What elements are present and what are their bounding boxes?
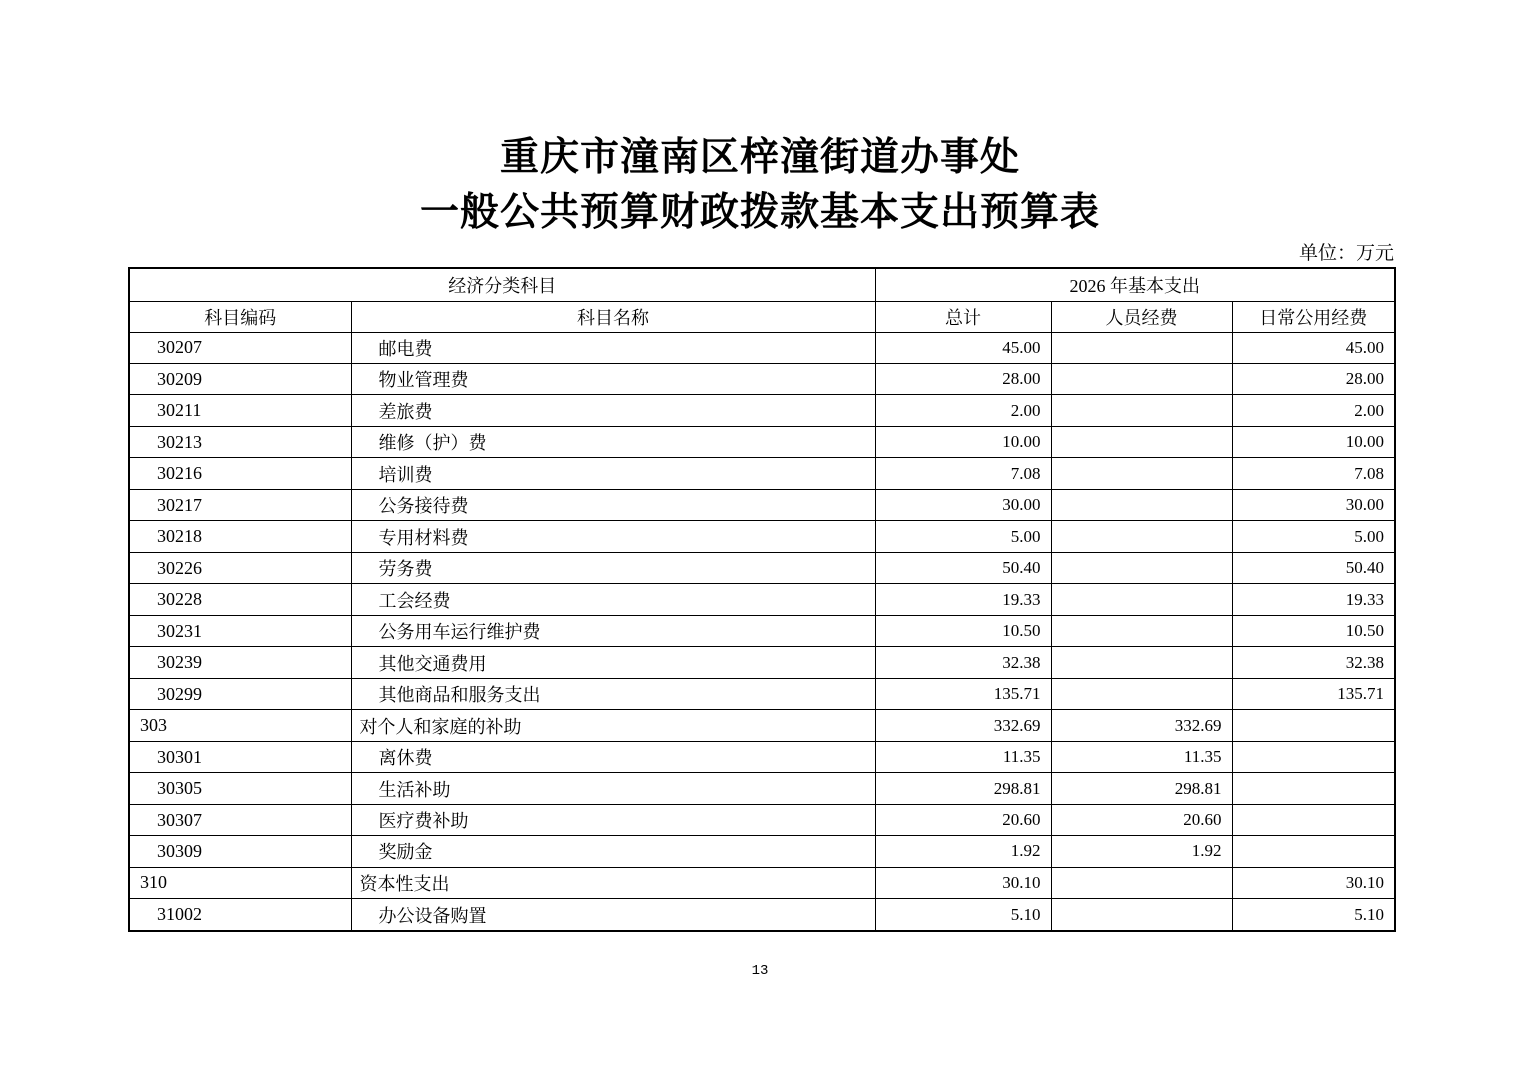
subject-code-cell: 30217 [129,489,351,520]
daily-cell: 32.38 [1232,647,1395,678]
column-header-personnel: 人员经费 [1051,301,1232,332]
column-header-total: 总计 [875,301,1051,332]
subject-code-cell: 30213 [129,426,351,457]
personnel-cell [1051,678,1232,709]
personnel-cell [1051,489,1232,520]
daily-cell [1232,741,1395,772]
subject-code-cell: 30301 [129,741,351,772]
subject-code-cell: 31002 [129,899,351,931]
table-row [129,521,1395,552]
total-cell: 298.81 [875,773,1051,804]
table-row [129,615,1395,646]
daily-cell: 28.00 [1232,363,1395,394]
subject-code-cell: 30226 [129,552,351,583]
subject-code-cell: 30309 [129,836,351,867]
subject-name-cell: 其他商品和服务支出 [351,678,875,709]
daily-cell: 5.10 [1232,899,1395,931]
personnel-cell [1051,647,1232,678]
total-cell: 30.00 [875,489,1051,520]
daily-cell: 30.00 [1232,489,1395,520]
total-cell: 7.08 [875,458,1051,489]
personnel-cell [1051,867,1232,898]
group-header-economic-classification: 经济分类科目 [129,268,875,301]
personnel-cell [1051,615,1232,646]
table-row [129,741,1395,772]
total-cell: 11.35 [875,741,1051,772]
table-body [129,332,1395,931]
table-row [129,363,1395,394]
table-header [129,268,1395,332]
table-row [129,773,1395,804]
title-line-1: 重庆市潼南区梓潼街道办事处 [499,136,1020,179]
total-cell: 1.92 [875,836,1051,867]
subject-name-cell: 对个人和家庭的补助 [351,710,875,741]
column-header-daily: 日常公用经费 [1232,301,1395,332]
personnel-cell [1051,332,1232,363]
daily-cell [1232,804,1395,835]
table-row [129,489,1395,520]
column-header-row [129,301,1395,332]
total-cell: 20.60 [875,804,1051,835]
personnel-cell [1051,395,1232,426]
daily-cell: 10.50 [1232,615,1395,646]
subject-name-cell: 离休费 [351,741,875,772]
total-cell: 5.10 [875,899,1051,931]
table-row [129,395,1395,426]
subject-name-cell: 维修（护）费 [351,426,875,457]
table-row [129,332,1395,363]
daily-cell: 19.33 [1232,584,1395,615]
subject-name-cell: 物业管理费 [351,363,875,394]
total-cell: 2.00 [875,395,1051,426]
personnel-cell: 332.69 [1051,710,1232,741]
table-row [129,647,1395,678]
total-cell: 5.00 [875,521,1051,552]
personnel-cell [1051,458,1232,489]
subject-name-cell: 公务用车运行维护费 [351,615,875,646]
subject-code-cell: 30228 [129,584,351,615]
column-header-subject-name: 科目名称 [351,301,875,332]
page-number: 13 [751,963,769,979]
subject-name-cell: 培训费 [351,458,875,489]
budget-table [128,267,1396,932]
subject-name-cell: 其他交通费用 [351,647,875,678]
total-cell: 10.50 [875,615,1051,646]
table-row [129,710,1395,741]
daily-cell: 45.00 [1232,332,1395,363]
subject-name-cell: 资本性支出 [351,867,875,898]
column-header-subject-code: 科目编码 [129,301,351,332]
total-cell: 32.38 [875,647,1051,678]
subject-code-cell: 310 [129,867,351,898]
table-row [129,584,1395,615]
table-row [129,867,1395,898]
subject-code-cell: 30305 [129,773,351,804]
total-cell: 19.33 [875,584,1051,615]
total-cell: 28.00 [875,363,1051,394]
total-cell: 50.40 [875,552,1051,583]
table-row [129,552,1395,583]
daily-cell: 10.00 [1232,426,1395,457]
subject-name-cell: 工会经费 [351,584,875,615]
subject-name-cell: 医疗费补助 [351,804,875,835]
table-row [129,804,1395,835]
daily-cell [1232,836,1395,867]
subject-code-cell: 30207 [129,332,351,363]
daily-cell [1232,710,1395,741]
table-row [129,836,1395,867]
subject-name-cell: 公务接待费 [351,489,875,520]
document-title [0,130,1520,240]
subject-code-cell: 30239 [129,647,351,678]
daily-cell [1232,773,1395,804]
subject-name-cell: 奖励金 [351,836,875,867]
group-header-row [129,268,1395,301]
table-row [129,899,1395,931]
personnel-cell: 11.35 [1051,741,1232,772]
personnel-cell [1051,521,1232,552]
personnel-cell [1051,363,1232,394]
personnel-cell: 298.81 [1051,773,1232,804]
table-row [129,458,1395,489]
total-cell: 30.10 [875,867,1051,898]
daily-cell: 135.71 [1232,678,1395,709]
subject-code-cell: 30307 [129,804,351,835]
subject-name-cell: 邮电费 [351,332,875,363]
personnel-cell [1051,552,1232,583]
subject-code-cell: 30218 [129,521,351,552]
daily-cell: 50.40 [1232,552,1395,583]
personnel-cell [1051,426,1232,457]
subject-name-cell: 差旅费 [351,395,875,426]
subject-name-cell: 办公设备购置 [351,899,875,931]
personnel-cell [1051,584,1232,615]
unit-label: 单位：万元 [1298,243,1394,264]
personnel-cell: 1.92 [1051,836,1232,867]
daily-cell: 5.00 [1232,521,1395,552]
total-cell: 45.00 [875,332,1051,363]
daily-cell: 2.00 [1232,395,1395,426]
title-line-2: 一般公共预算财政拨款基本支出预算表 [419,191,1100,234]
group-header-basic-expenditure: 2026 年基本支出 [875,268,1395,301]
subject-name-cell: 劳务费 [351,552,875,583]
subject-code-cell: 30299 [129,678,351,709]
table-row [129,426,1395,457]
personnel-cell: 20.60 [1051,804,1232,835]
personnel-cell [1051,899,1232,931]
subject-name-cell: 专用材料费 [351,521,875,552]
subject-code-cell: 30211 [129,395,351,426]
total-cell: 10.00 [875,426,1051,457]
subject-code-cell: 30231 [129,615,351,646]
total-cell: 332.69 [875,710,1051,741]
total-cell: 135.71 [875,678,1051,709]
subject-code-cell: 303 [129,710,351,741]
subject-name-cell: 生活补助 [351,773,875,804]
table-row [129,678,1395,709]
daily-cell: 7.08 [1232,458,1395,489]
subject-code-cell: 30216 [129,458,351,489]
daily-cell: 30.10 [1232,867,1395,898]
subject-code-cell: 30209 [129,363,351,394]
